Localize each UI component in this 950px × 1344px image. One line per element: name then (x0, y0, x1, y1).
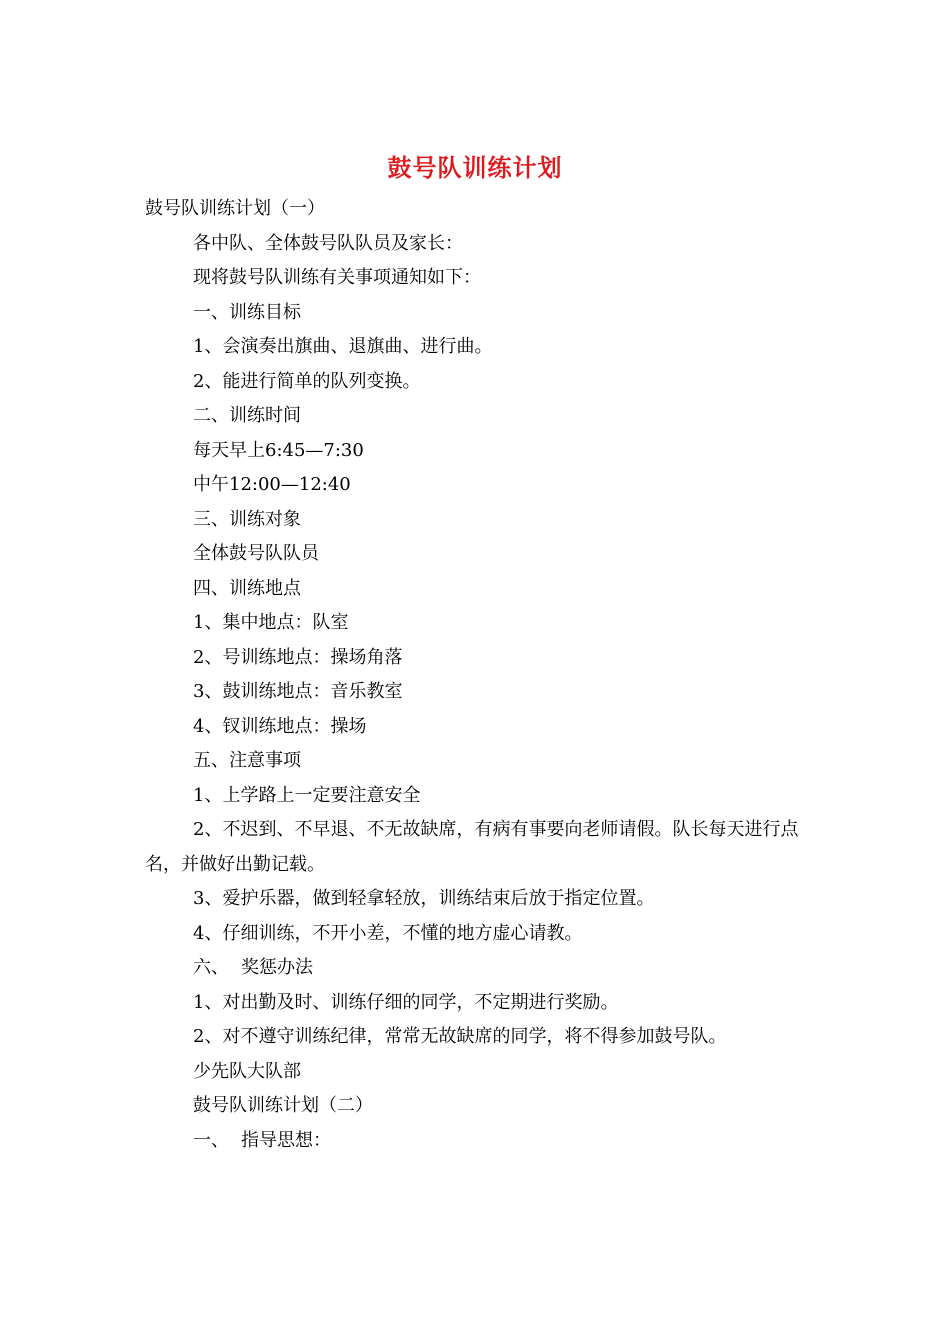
reward-item-2: 2、对不遵守训练纪律，常常无故缺席的同学，将不得参加鼓号队。 (193, 1026, 727, 1047)
heading-target: 三、训练对象 (193, 508, 301, 530)
signature-line: 少先队大队部 (193, 1060, 301, 1082)
notice-intro: 现将鼓号队训练有关事项通知如下： (193, 267, 481, 288)
time-noon: 中午12:00—12:40 (193, 474, 351, 495)
note-item-3: 3、爱护乐器，做到轻拿轻放，训练结束后放于指定位置。 (193, 888, 655, 909)
heading-guidance-text: 指导思想： (241, 1129, 331, 1151)
time-morning: 每天早上6:45—7:30 (193, 439, 364, 461)
note-item-2: 2、不迟到、不早退、不无故缺席，有病有事要向老师请假。队长每天进行点名，并做好出勤记载。 (145, 819, 799, 875)
document-body (145, 192, 805, 1158)
reward-item-1: 1、对出勤及时、训练仔细的同学，不定期进行奖励。 (193, 991, 619, 1013)
target-text: 全体鼓号队队员 (193, 543, 319, 564)
heading-location: 四、训练地点 (193, 577, 301, 599)
location-item-1: 1、集中地点：队室 (193, 612, 349, 633)
location-item-2: 2、号训练地点：操场角落 (193, 646, 403, 668)
heading-guidance (145, 1124, 805, 1159)
heading-rewards-number: 六、 (193, 957, 229, 978)
note-item-4: 4、仔细训练，不开小差，不懂的地方虚心请教。 (193, 922, 583, 944)
note-item-1: 1、上学路上一定要注意安全 (193, 784, 421, 806)
location-item-3: 3、鼓训练地点：音乐教室 (193, 681, 403, 702)
heading-goal: 一、训练目标 (193, 301, 301, 323)
goal-item-2: 2、能进行简单的队列变换。 (193, 370, 421, 392)
heading-guidance-number: 一、 (193, 1129, 229, 1151)
heading-notes: 五、注意事项 (193, 750, 301, 771)
document-title: 鼓号队训练计划 (387, 153, 563, 182)
heading-rewards (145, 951, 805, 986)
greeting-line: 各中队、全体鼓号队队员及家长： (193, 232, 463, 254)
heading-time: 二、训练时间 (193, 405, 301, 426)
section-heading-1: 鼓号队训练计划（一） (145, 198, 325, 219)
goal-item-1: 1、会演奏出旗曲、退旗曲、进行曲。 (193, 336, 493, 357)
section-heading-2: 鼓号队训练计划（二） (193, 1095, 373, 1116)
location-item-4: 4、钗训练地点：操场 (193, 715, 367, 737)
heading-rewards-text: 奖惩办法 (241, 957, 313, 978)
